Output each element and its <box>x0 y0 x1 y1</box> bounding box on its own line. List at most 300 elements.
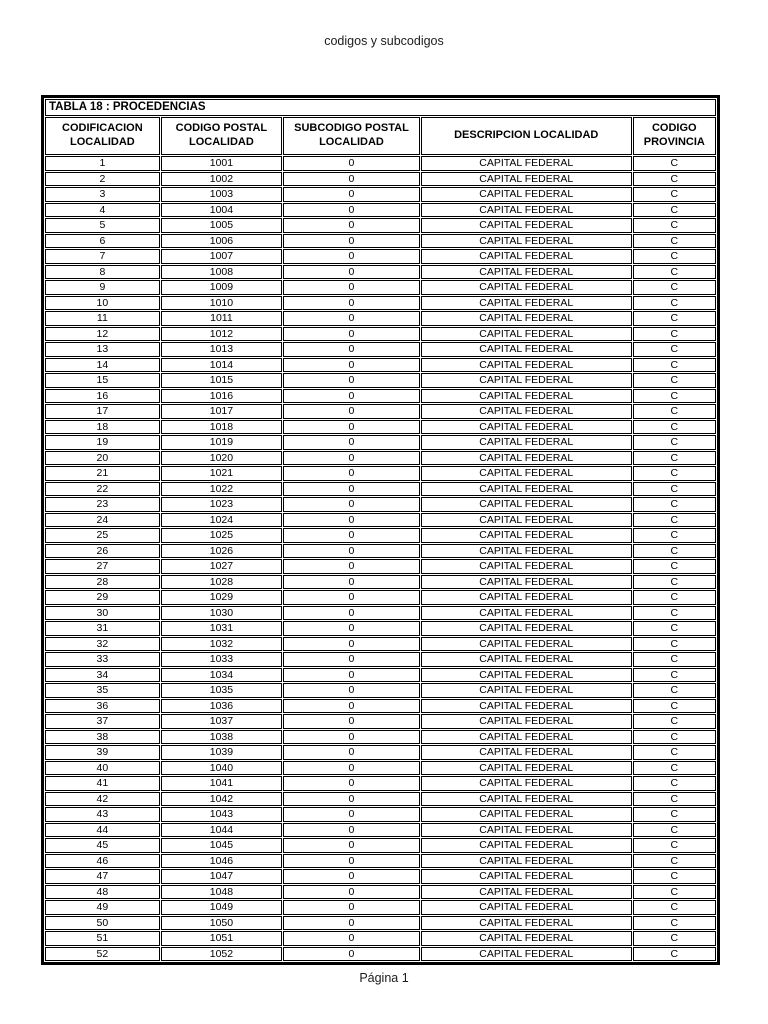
cell-codigo-postal-localidad: 1039 <box>161 745 282 760</box>
cell-descripcion-localidad: CAPITAL FEDERAL <box>421 497 632 512</box>
cell-codificacion-localidad: 20 <box>45 451 160 466</box>
table-row <box>45 435 716 450</box>
cell-codigo-postal-localidad: 1016 <box>161 389 282 404</box>
cell-codigo-postal-localidad: 1022 <box>161 482 282 497</box>
cell-codigo-postal-localidad: 1036 <box>161 699 282 714</box>
table-row <box>45 451 716 466</box>
cell-codificacion-localidad: 15 <box>45 373 160 388</box>
cell-codigo-postal-localidad: 1026 <box>161 544 282 559</box>
cell-descripcion-localidad: CAPITAL FEDERAL <box>421 668 632 683</box>
cell-subcodigo-postal-localidad: 0 <box>283 885 420 900</box>
cell-codigo-provincia: C <box>633 621 716 636</box>
cell-codigo-provincia: C <box>633 218 716 233</box>
cell-descripcion-localidad: CAPITAL FEDERAL <box>421 761 632 776</box>
table-title-row <box>45 99 716 116</box>
cell-codigo-provincia: C <box>633 807 716 822</box>
cell-subcodigo-postal-localidad: 0 <box>283 652 420 667</box>
cell-codigo-postal-localidad: 1010 <box>161 296 282 311</box>
cell-codificacion-localidad: 29 <box>45 590 160 605</box>
cell-subcodigo-postal-localidad: 0 <box>283 931 420 946</box>
cell-subcodigo-postal-localidad: 0 <box>283 683 420 698</box>
cell-descripcion-localidad: CAPITAL FEDERAL <box>421 792 632 807</box>
table-title: TABLA 18 : PROCEDENCIAS <box>45 99 716 116</box>
cell-codigo-provincia: C <box>633 606 716 621</box>
cell-subcodigo-postal-localidad: 0 <box>283 187 420 202</box>
cell-codigo-postal-localidad: 1043 <box>161 807 282 822</box>
cell-codificacion-localidad: 12 <box>45 327 160 342</box>
cell-descripcion-localidad: CAPITAL FEDERAL <box>421 156 632 171</box>
cell-subcodigo-postal-localidad: 0 <box>283 575 420 590</box>
table-row <box>45 807 716 822</box>
table-row <box>45 497 716 512</box>
cell-codificacion-localidad: 48 <box>45 885 160 900</box>
cell-subcodigo-postal-localidad: 0 <box>283 311 420 326</box>
table-row <box>45 342 716 357</box>
cell-descripcion-localidad: CAPITAL FEDERAL <box>421 900 632 915</box>
cell-descripcion-localidad: CAPITAL FEDERAL <box>421 606 632 621</box>
table-row <box>45 311 716 326</box>
cell-descripcion-localidad: CAPITAL FEDERAL <box>421 637 632 652</box>
cell-subcodigo-postal-localidad: 0 <box>283 373 420 388</box>
cell-descripcion-localidad: CAPITAL FEDERAL <box>421 187 632 202</box>
cell-codigo-postal-localidad: 1049 <box>161 900 282 915</box>
table-row <box>45 838 716 853</box>
cell-codificacion-localidad: 45 <box>45 838 160 853</box>
table-row <box>45 699 716 714</box>
cell-codigo-postal-localidad: 1038 <box>161 730 282 745</box>
cell-subcodigo-postal-localidad: 0 <box>283 900 420 915</box>
cell-codificacion-localidad: 17 <box>45 404 160 419</box>
cell-codigo-provincia: C <box>633 358 716 373</box>
cell-subcodigo-postal-localidad: 0 <box>283 435 420 450</box>
cell-descripcion-localidad: CAPITAL FEDERAL <box>421 931 632 946</box>
cell-descripcion-localidad: CAPITAL FEDERAL <box>421 621 632 636</box>
table-row <box>45 265 716 280</box>
cell-codigo-provincia: C <box>633 544 716 559</box>
cell-subcodigo-postal-localidad: 0 <box>283 947 420 962</box>
cell-subcodigo-postal-localidad: 0 <box>283 823 420 838</box>
column-header-codigo-provincia: CODIGO PROVINCIA <box>633 117 716 155</box>
cell-codigo-postal-localidad: 1048 <box>161 885 282 900</box>
cell-codificacion-localidad: 11 <box>45 311 160 326</box>
cell-codigo-postal-localidad: 1028 <box>161 575 282 590</box>
column-header-descripcion-localidad: DESCRIPCION LOCALIDAD <box>421 117 632 155</box>
cell-descripcion-localidad: CAPITAL FEDERAL <box>421 513 632 528</box>
cell-codigo-postal-localidad: 1023 <box>161 497 282 512</box>
cell-codificacion-localidad: 19 <box>45 435 160 450</box>
cell-codigo-postal-localidad: 1034 <box>161 668 282 683</box>
cell-codigo-postal-localidad: 1040 <box>161 761 282 776</box>
table-row <box>45 776 716 791</box>
cell-codigo-postal-localidad: 1002 <box>161 172 282 187</box>
cell-codigo-postal-localidad: 1008 <box>161 265 282 280</box>
cell-subcodigo-postal-localidad: 0 <box>283 327 420 342</box>
table-row <box>45 249 716 264</box>
table-row <box>45 280 716 295</box>
cell-codigo-provincia: C <box>633 234 716 249</box>
cell-codigo-postal-localidad: 1014 <box>161 358 282 373</box>
cell-codigo-provincia: C <box>633 172 716 187</box>
table-row <box>45 234 716 249</box>
cell-descripcion-localidad: CAPITAL FEDERAL <box>421 265 632 280</box>
table-row <box>45 745 716 760</box>
cell-codificacion-localidad: 40 <box>45 761 160 776</box>
cell-subcodigo-postal-localidad: 0 <box>283 807 420 822</box>
cell-codigo-postal-localidad: 1030 <box>161 606 282 621</box>
cell-codigo-postal-localidad: 1044 <box>161 823 282 838</box>
cell-codificacion-localidad: 49 <box>45 900 160 915</box>
table-row <box>45 683 716 698</box>
cell-codigo-provincia: C <box>633 714 716 729</box>
cell-descripcion-localidad: CAPITAL FEDERAL <box>421 575 632 590</box>
cell-descripcion-localidad: CAPITAL FEDERAL <box>421 730 632 745</box>
cell-codigo-postal-localidad: 1032 <box>161 637 282 652</box>
cell-codigo-postal-localidad: 1047 <box>161 869 282 884</box>
table-row <box>45 296 716 311</box>
table-row <box>45 869 716 884</box>
cell-codigo-postal-localidad: 1031 <box>161 621 282 636</box>
table-row <box>45 389 716 404</box>
cell-codigo-postal-localidad: 1029 <box>161 590 282 605</box>
cell-subcodigo-postal-localidad: 0 <box>283 451 420 466</box>
cell-codificacion-localidad: 44 <box>45 823 160 838</box>
cell-codigo-provincia: C <box>633 699 716 714</box>
cell-codigo-postal-localidad: 1027 <box>161 559 282 574</box>
cell-codigo-provincia: C <box>633 389 716 404</box>
cell-codificacion-localidad: 16 <box>45 389 160 404</box>
cell-codigo-postal-localidad: 1009 <box>161 280 282 295</box>
cell-codificacion-localidad: 6 <box>45 234 160 249</box>
cell-codigo-postal-localidad: 1001 <box>161 156 282 171</box>
cell-descripcion-localidad: CAPITAL FEDERAL <box>421 404 632 419</box>
cell-descripcion-localidad: CAPITAL FEDERAL <box>421 311 632 326</box>
cell-descripcion-localidad: CAPITAL FEDERAL <box>421 280 632 295</box>
cell-descripcion-localidad: CAPITAL FEDERAL <box>421 420 632 435</box>
cell-subcodigo-postal-localidad: 0 <box>283 513 420 528</box>
cell-codigo-provincia: C <box>633 745 716 760</box>
cell-codigo-provincia: C <box>633 296 716 311</box>
table-row <box>45 590 716 605</box>
cell-descripcion-localidad: CAPITAL FEDERAL <box>421 435 632 450</box>
table-row <box>45 482 716 497</box>
cell-codigo-provincia: C <box>633 249 716 264</box>
page-number-text: Página 1 <box>359 971 409 985</box>
table-row <box>45 947 716 962</box>
table-body <box>45 156 716 961</box>
cell-codificacion-localidad: 13 <box>45 342 160 357</box>
cell-descripcion-localidad: CAPITAL FEDERAL <box>421 947 632 962</box>
cell-codigo-provincia: C <box>633 451 716 466</box>
cell-codigo-provincia: C <box>633 683 716 698</box>
cell-descripcion-localidad: CAPITAL FEDERAL <box>421 342 632 357</box>
table-row <box>45 792 716 807</box>
cell-descripcion-localidad: CAPITAL FEDERAL <box>421 714 632 729</box>
cell-subcodigo-postal-localidad: 0 <box>283 559 420 574</box>
cell-descripcion-localidad: CAPITAL FEDERAL <box>421 249 632 264</box>
table-row <box>45 528 716 543</box>
cell-descripcion-localidad: CAPITAL FEDERAL <box>421 358 632 373</box>
cell-subcodigo-postal-localidad: 0 <box>283 249 420 264</box>
cell-codigo-provincia: C <box>633 668 716 683</box>
table-row <box>45 466 716 481</box>
table-head <box>45 99 716 155</box>
table-row <box>45 900 716 915</box>
column-header-codigo-postal-localidad: CODIGO POSTAL LOCALIDAD <box>161 117 282 155</box>
cell-codigo-postal-localidad: 1025 <box>161 528 282 543</box>
table-row <box>45 404 716 419</box>
cell-codigo-provincia: C <box>633 482 716 497</box>
cell-codigo-provincia: C <box>633 404 716 419</box>
cell-codigo-postal-localidad: 1051 <box>161 931 282 946</box>
cell-codigo-provincia: C <box>633 513 716 528</box>
cell-codigo-postal-localidad: 1020 <box>161 451 282 466</box>
cell-descripcion-localidad: CAPITAL FEDERAL <box>421 776 632 791</box>
cell-codigo-postal-localidad: 1003 <box>161 187 282 202</box>
table-row <box>45 187 716 202</box>
cell-subcodigo-postal-localidad: 0 <box>283 854 420 869</box>
cell-subcodigo-postal-localidad: 0 <box>283 730 420 745</box>
cell-codigo-provincia: C <box>633 869 716 884</box>
table-row <box>45 854 716 869</box>
table-row <box>45 218 716 233</box>
document-header-text: codigos y subcodigos <box>324 34 444 48</box>
cell-descripcion-localidad: CAPITAL FEDERAL <box>421 916 632 931</box>
cell-codigo-postal-localidad: 1019 <box>161 435 282 450</box>
cell-codificacion-localidad: 25 <box>45 528 160 543</box>
cell-codificacion-localidad: 2 <box>45 172 160 187</box>
cell-descripcion-localidad: CAPITAL FEDERAL <box>421 807 632 822</box>
cell-codificacion-localidad: 30 <box>45 606 160 621</box>
cell-codigo-postal-localidad: 1007 <box>161 249 282 264</box>
cell-codificacion-localidad: 21 <box>45 466 160 481</box>
cell-codigo-provincia: C <box>633 900 716 915</box>
cell-descripcion-localidad: CAPITAL FEDERAL <box>421 203 632 218</box>
cell-codigo-provincia: C <box>633 652 716 667</box>
cell-codificacion-localidad: 31 <box>45 621 160 636</box>
table-row <box>45 203 716 218</box>
cell-codigo-provincia: C <box>633 466 716 481</box>
cell-subcodigo-postal-localidad: 0 <box>283 497 420 512</box>
cell-codificacion-localidad: 23 <box>45 497 160 512</box>
cell-descripcion-localidad: CAPITAL FEDERAL <box>421 544 632 559</box>
cell-codigo-postal-localidad: 1011 <box>161 311 282 326</box>
table-row <box>45 513 716 528</box>
cell-codigo-postal-localidad: 1018 <box>161 420 282 435</box>
cell-codificacion-localidad: 43 <box>45 807 160 822</box>
cell-codificacion-localidad: 34 <box>45 668 160 683</box>
cell-codigo-provincia: C <box>633 931 716 946</box>
table-row <box>45 575 716 590</box>
cell-subcodigo-postal-localidad: 0 <box>283 218 420 233</box>
cell-codificacion-localidad: 51 <box>45 931 160 946</box>
table-row <box>45 637 716 652</box>
cell-codigo-provincia: C <box>633 265 716 280</box>
cell-codificacion-localidad: 42 <box>45 792 160 807</box>
cell-codigo-postal-localidad: 1035 <box>161 683 282 698</box>
cell-codigo-provincia: C <box>633 327 716 342</box>
cell-subcodigo-postal-localidad: 0 <box>283 203 420 218</box>
cell-codificacion-localidad: 1 <box>45 156 160 171</box>
cell-codigo-provincia: C <box>633 435 716 450</box>
cell-codificacion-localidad: 24 <box>45 513 160 528</box>
cell-subcodigo-postal-localidad: 0 <box>283 342 420 357</box>
column-header-codificacion-localidad: CODIFICACION LOCALIDAD <box>45 117 160 155</box>
cell-codigo-postal-localidad: 1024 <box>161 513 282 528</box>
cell-codigo-postal-localidad: 1046 <box>161 854 282 869</box>
table-row <box>45 621 716 636</box>
table-row <box>45 761 716 776</box>
cell-subcodigo-postal-localidad: 0 <box>283 714 420 729</box>
cell-subcodigo-postal-localidad: 0 <box>283 637 420 652</box>
cell-descripcion-localidad: CAPITAL FEDERAL <box>421 218 632 233</box>
cell-descripcion-localidad: CAPITAL FEDERAL <box>421 327 632 342</box>
cell-subcodigo-postal-localidad: 0 <box>283 172 420 187</box>
cell-subcodigo-postal-localidad: 0 <box>283 869 420 884</box>
cell-codificacion-localidad: 28 <box>45 575 160 590</box>
cell-codigo-provincia: C <box>633 373 716 388</box>
cell-codigo-postal-localidad: 1042 <box>161 792 282 807</box>
cell-codigo-provincia: C <box>633 575 716 590</box>
cell-codigo-provincia: C <box>633 916 716 931</box>
cell-codigo-postal-localidad: 1004 <box>161 203 282 218</box>
table-row <box>45 823 716 838</box>
cell-subcodigo-postal-localidad: 0 <box>283 528 420 543</box>
cell-codificacion-localidad: 33 <box>45 652 160 667</box>
cell-codigo-postal-localidad: 1041 <box>161 776 282 791</box>
cell-subcodigo-postal-localidad: 0 <box>283 838 420 853</box>
cell-codigo-postal-localidad: 1013 <box>161 342 282 357</box>
cell-codigo-provincia: C <box>633 885 716 900</box>
cell-codigo-provincia: C <box>633 559 716 574</box>
cell-codigo-provincia: C <box>633 776 716 791</box>
table-row <box>45 420 716 435</box>
cell-codigo-postal-localidad: 1006 <box>161 234 282 249</box>
cell-subcodigo-postal-localidad: 0 <box>283 621 420 636</box>
cell-subcodigo-postal-localidad: 0 <box>283 668 420 683</box>
table-row <box>45 652 716 667</box>
cell-codificacion-localidad: 7 <box>45 249 160 264</box>
cell-descripcion-localidad: CAPITAL FEDERAL <box>421 482 632 497</box>
cell-subcodigo-postal-localidad: 0 <box>283 606 420 621</box>
cell-codigo-postal-localidad: 1052 <box>161 947 282 962</box>
cell-codificacion-localidad: 32 <box>45 637 160 652</box>
table-row <box>45 358 716 373</box>
cell-codigo-provincia: C <box>633 280 716 295</box>
cell-descripcion-localidad: CAPITAL FEDERAL <box>421 854 632 869</box>
table-row <box>45 916 716 931</box>
cell-codificacion-localidad: 47 <box>45 869 160 884</box>
cell-descripcion-localidad: CAPITAL FEDERAL <box>421 451 632 466</box>
cell-subcodigo-postal-localidad: 0 <box>283 420 420 435</box>
cell-subcodigo-postal-localidad: 0 <box>283 761 420 776</box>
cell-codigo-postal-localidad: 1017 <box>161 404 282 419</box>
cell-codigo-provincia: C <box>633 311 716 326</box>
cell-descripcion-localidad: CAPITAL FEDERAL <box>421 234 632 249</box>
cell-codigo-provincia: C <box>633 156 716 171</box>
cell-subcodigo-postal-localidad: 0 <box>283 916 420 931</box>
cell-codigo-provincia: C <box>633 947 716 962</box>
cell-subcodigo-postal-localidad: 0 <box>283 234 420 249</box>
cell-codificacion-localidad: 39 <box>45 745 160 760</box>
table-row <box>45 931 716 946</box>
cell-descripcion-localidad: CAPITAL FEDERAL <box>421 296 632 311</box>
cell-descripcion-localidad: CAPITAL FEDERAL <box>421 652 632 667</box>
cell-codigo-provincia: C <box>633 187 716 202</box>
table-row <box>45 668 716 683</box>
cell-descripcion-localidad: CAPITAL FEDERAL <box>421 559 632 574</box>
cell-descripcion-localidad: CAPITAL FEDERAL <box>421 838 632 853</box>
cell-descripcion-localidad: CAPITAL FEDERAL <box>421 869 632 884</box>
cell-codificacion-localidad: 22 <box>45 482 160 497</box>
cell-codigo-postal-localidad: 1045 <box>161 838 282 853</box>
table-row <box>45 559 716 574</box>
cell-codigo-provincia: C <box>633 497 716 512</box>
table-row <box>45 714 716 729</box>
cell-subcodigo-postal-localidad: 0 <box>283 404 420 419</box>
cell-codigo-postal-localidad: 1021 <box>161 466 282 481</box>
cell-descripcion-localidad: CAPITAL FEDERAL <box>421 699 632 714</box>
cell-codigo-postal-localidad: 1012 <box>161 327 282 342</box>
cell-codigo-provincia: C <box>633 420 716 435</box>
cell-subcodigo-postal-localidad: 0 <box>283 466 420 481</box>
table-row <box>45 730 716 745</box>
cell-subcodigo-postal-localidad: 0 <box>283 296 420 311</box>
cell-descripcion-localidad: CAPITAL FEDERAL <box>421 373 632 388</box>
cell-subcodigo-postal-localidad: 0 <box>283 156 420 171</box>
cell-codigo-provincia: C <box>633 854 716 869</box>
cell-codigo-provincia: C <box>633 203 716 218</box>
cell-codificacion-localidad: 18 <box>45 420 160 435</box>
cell-descripcion-localidad: CAPITAL FEDERAL <box>421 389 632 404</box>
cell-codigo-postal-localidad: 1033 <box>161 652 282 667</box>
cell-codificacion-localidad: 52 <box>45 947 160 962</box>
cell-codigo-provincia: C <box>633 838 716 853</box>
cell-codificacion-localidad: 3 <box>45 187 160 202</box>
cell-codificacion-localidad: 9 <box>45 280 160 295</box>
cell-subcodigo-postal-localidad: 0 <box>283 358 420 373</box>
cell-codigo-provincia: C <box>633 528 716 543</box>
cell-codigo-provincia: C <box>633 637 716 652</box>
cell-descripcion-localidad: CAPITAL FEDERAL <box>421 683 632 698</box>
cell-codificacion-localidad: 5 <box>45 218 160 233</box>
table-row <box>45 172 716 187</box>
cell-subcodigo-postal-localidad: 0 <box>283 280 420 295</box>
table-row <box>45 885 716 900</box>
cell-codigo-postal-localidad: 1015 <box>161 373 282 388</box>
cell-codificacion-localidad: 26 <box>45 544 160 559</box>
cell-descripcion-localidad: CAPITAL FEDERAL <box>421 823 632 838</box>
cell-codigo-provincia: C <box>633 730 716 745</box>
cell-subcodigo-postal-localidad: 0 <box>283 482 420 497</box>
table-row <box>45 373 716 388</box>
cell-codificacion-localidad: 4 <box>45 203 160 218</box>
table-row <box>45 544 716 559</box>
cell-subcodigo-postal-localidad: 0 <box>283 590 420 605</box>
cell-codigo-provincia: C <box>633 792 716 807</box>
procedencias-table <box>41 95 720 965</box>
cell-codificacion-localidad: 10 <box>45 296 160 311</box>
cell-codificacion-localidad: 46 <box>45 854 160 869</box>
cell-descripcion-localidad: CAPITAL FEDERAL <box>421 466 632 481</box>
cell-codigo-provincia: C <box>633 590 716 605</box>
cell-codigo-postal-localidad: 1050 <box>161 916 282 931</box>
cell-codigo-postal-localidad: 1037 <box>161 714 282 729</box>
cell-subcodigo-postal-localidad: 0 <box>283 544 420 559</box>
cell-codigo-provincia: C <box>633 342 716 357</box>
cell-descripcion-localidad: CAPITAL FEDERAL <box>421 745 632 760</box>
cell-descripcion-localidad: CAPITAL FEDERAL <box>421 885 632 900</box>
table-header-row <box>45 117 716 155</box>
